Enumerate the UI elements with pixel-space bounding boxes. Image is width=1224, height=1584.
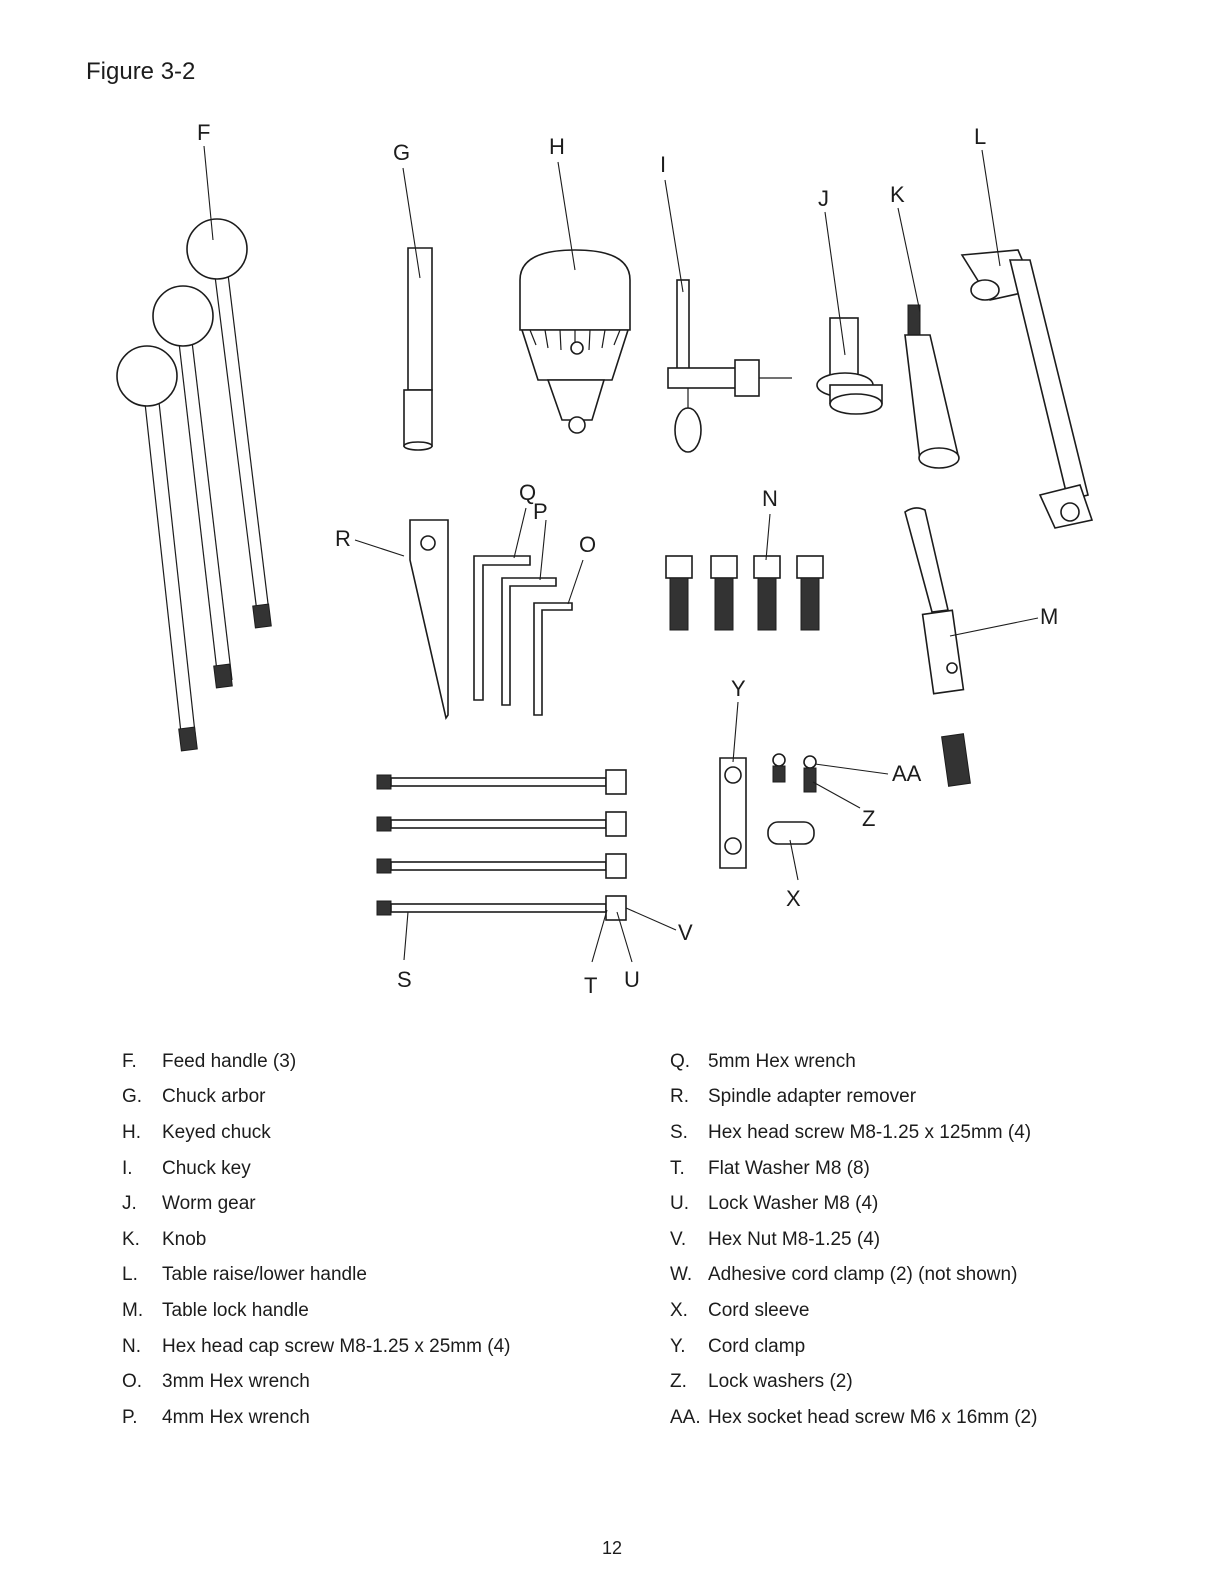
legend-text: Table lock handle <box>162 1299 309 1321</box>
callout-i: I <box>660 152 667 177</box>
legend-letter: S. <box>670 1121 688 1143</box>
callout-z: Z <box>862 806 876 831</box>
callout-j: J <box>818 186 829 211</box>
legend-letter: X. <box>670 1299 688 1321</box>
callout-p: P <box>533 499 548 524</box>
legend-text: Flat Washer M8 (8) <box>708 1157 870 1179</box>
callout-q: Q <box>519 480 537 505</box>
legend-text: 3mm Hex wrench <box>162 1371 310 1393</box>
legend-letter: P. <box>122 1406 138 1428</box>
legend-text: Table raise/lower handle <box>162 1264 367 1286</box>
callout-u: U <box>624 967 640 992</box>
legend-letter: J. <box>122 1193 137 1215</box>
callout-aa: AA <box>892 761 922 786</box>
legend-text: Hex head screw M8-1.25 x 125mm (4) <box>708 1121 1032 1143</box>
legend-item <box>122 1044 510 1080</box>
legend-letter: Q. <box>670 1050 691 1072</box>
callout-n: N <box>762 486 778 511</box>
callout-g: G <box>393 140 411 165</box>
legend-item <box>670 1115 1037 1151</box>
legend-letter: H. <box>122 1121 141 1143</box>
legend-text: Chuck key <box>162 1157 251 1179</box>
legend-item <box>670 1080 1037 1116</box>
callout-r: R <box>335 526 351 551</box>
callout-o: O <box>579 532 597 557</box>
legend-letter: N. <box>122 1335 141 1357</box>
socket-screws-illustration <box>773 754 816 792</box>
chuck-key-illustration <box>668 280 792 452</box>
legend-item <box>670 1364 1037 1400</box>
legend-item <box>122 1400 510 1436</box>
legend-letter: AA. <box>670 1406 701 1428</box>
cord-clamp-illustration <box>720 758 746 868</box>
worm-gear-illustration <box>817 318 882 414</box>
legend-text: Feed handle (3) <box>162 1050 297 1072</box>
legend-item <box>122 1293 510 1329</box>
legend-item <box>670 1222 1037 1258</box>
feed-handles-illustration <box>117 219 271 751</box>
legend-item <box>122 1329 510 1365</box>
legend-item <box>670 1400 1037 1436</box>
legend-letter: I. <box>122 1157 133 1179</box>
legend-letter: V. <box>670 1228 687 1250</box>
legend-item <box>670 1258 1037 1294</box>
hex-wrenches-illustration <box>474 556 572 715</box>
legend-text: Cord sleeve <box>708 1299 810 1321</box>
legend-text: Cord clamp <box>708 1335 806 1357</box>
legend-item <box>122 1151 510 1187</box>
legend-letter: O. <box>122 1371 143 1393</box>
legend-text: Spindle adapter remover <box>708 1086 917 1108</box>
legend-text: Worm gear <box>162 1193 256 1215</box>
legend-item <box>670 1293 1037 1329</box>
callout-k: K <box>890 182 905 207</box>
legend-item <box>122 1115 510 1151</box>
keyed-chuck-illustration <box>520 250 630 433</box>
legend-item <box>122 1080 510 1116</box>
legend-text: Lock washers (2) <box>708 1371 853 1393</box>
legend-letter: F. <box>122 1050 137 1072</box>
legend-text: Hex socket head screw M6 x 16mm (2) <box>708 1406 1038 1428</box>
legend-item <box>670 1329 1037 1365</box>
legend-letter: L. <box>122 1264 138 1286</box>
callout-l: L <box>974 124 987 149</box>
callout-v: V <box>678 920 693 945</box>
legend-text: Lock Washer M8 (4) <box>708 1193 879 1215</box>
legend-letter: Z. <box>670 1371 687 1393</box>
callout-m: M <box>1040 604 1059 629</box>
callout-f: F <box>197 120 211 145</box>
legend-item <box>122 1364 510 1400</box>
legend-item <box>670 1186 1037 1222</box>
legend-item <box>670 1151 1037 1187</box>
legend-letter: T. <box>670 1157 685 1179</box>
legend-letter: U. <box>670 1193 689 1215</box>
hex-cap-screws-illustration <box>666 556 823 630</box>
callout-y: Y <box>731 676 746 701</box>
long-screws-illustration <box>377 770 626 920</box>
chuck-arbor-illustration <box>404 248 432 450</box>
legend-letter: W. <box>670 1264 693 1286</box>
legend-item <box>670 1044 1037 1080</box>
parts-legend-right <box>670 1044 1037 1436</box>
figure-title: Figure 3-2 <box>86 58 196 85</box>
legend-text: 5mm Hex wrench <box>708 1050 856 1072</box>
knob-illustration <box>905 305 959 468</box>
callout-h: H <box>549 134 565 159</box>
legend-text: Keyed chuck <box>162 1121 271 1143</box>
legend-letter: G. <box>122 1086 143 1108</box>
page-number: 12 <box>601 1538 623 1558</box>
spindle-adapter-remover-illustration <box>410 520 448 718</box>
legend-letter: Y. <box>670 1335 686 1357</box>
legend-letter: M. <box>122 1299 144 1321</box>
legend-letter: R. <box>670 1086 689 1108</box>
legend-letter: K. <box>122 1228 140 1250</box>
legend-text: Hex Nut M8-1.25 (4) <box>708 1228 881 1250</box>
legend-text: 4mm Hex wrench <box>162 1406 310 1428</box>
callout-t: T <box>584 973 598 998</box>
table-lock-handle-illustration <box>905 508 970 786</box>
table-raise-lower-handle-illustration <box>962 250 1092 528</box>
legend-text: Knob <box>162 1228 207 1250</box>
callout-s: S <box>397 967 412 992</box>
callout-x: X <box>786 886 801 911</box>
cord-sleeve-illustration <box>768 822 814 844</box>
legend-item <box>122 1186 510 1222</box>
legend-item <box>122 1222 510 1258</box>
legend-text: Adhesive cord clamp (2) (not shown) <box>708 1264 1018 1286</box>
parts-legend-left <box>122 1044 510 1436</box>
legend-text: Hex head cap screw M8-1.25 x 25mm (4) <box>162 1335 511 1357</box>
legend-text: Chuck arbor <box>162 1086 266 1108</box>
legend-item <box>122 1258 510 1294</box>
